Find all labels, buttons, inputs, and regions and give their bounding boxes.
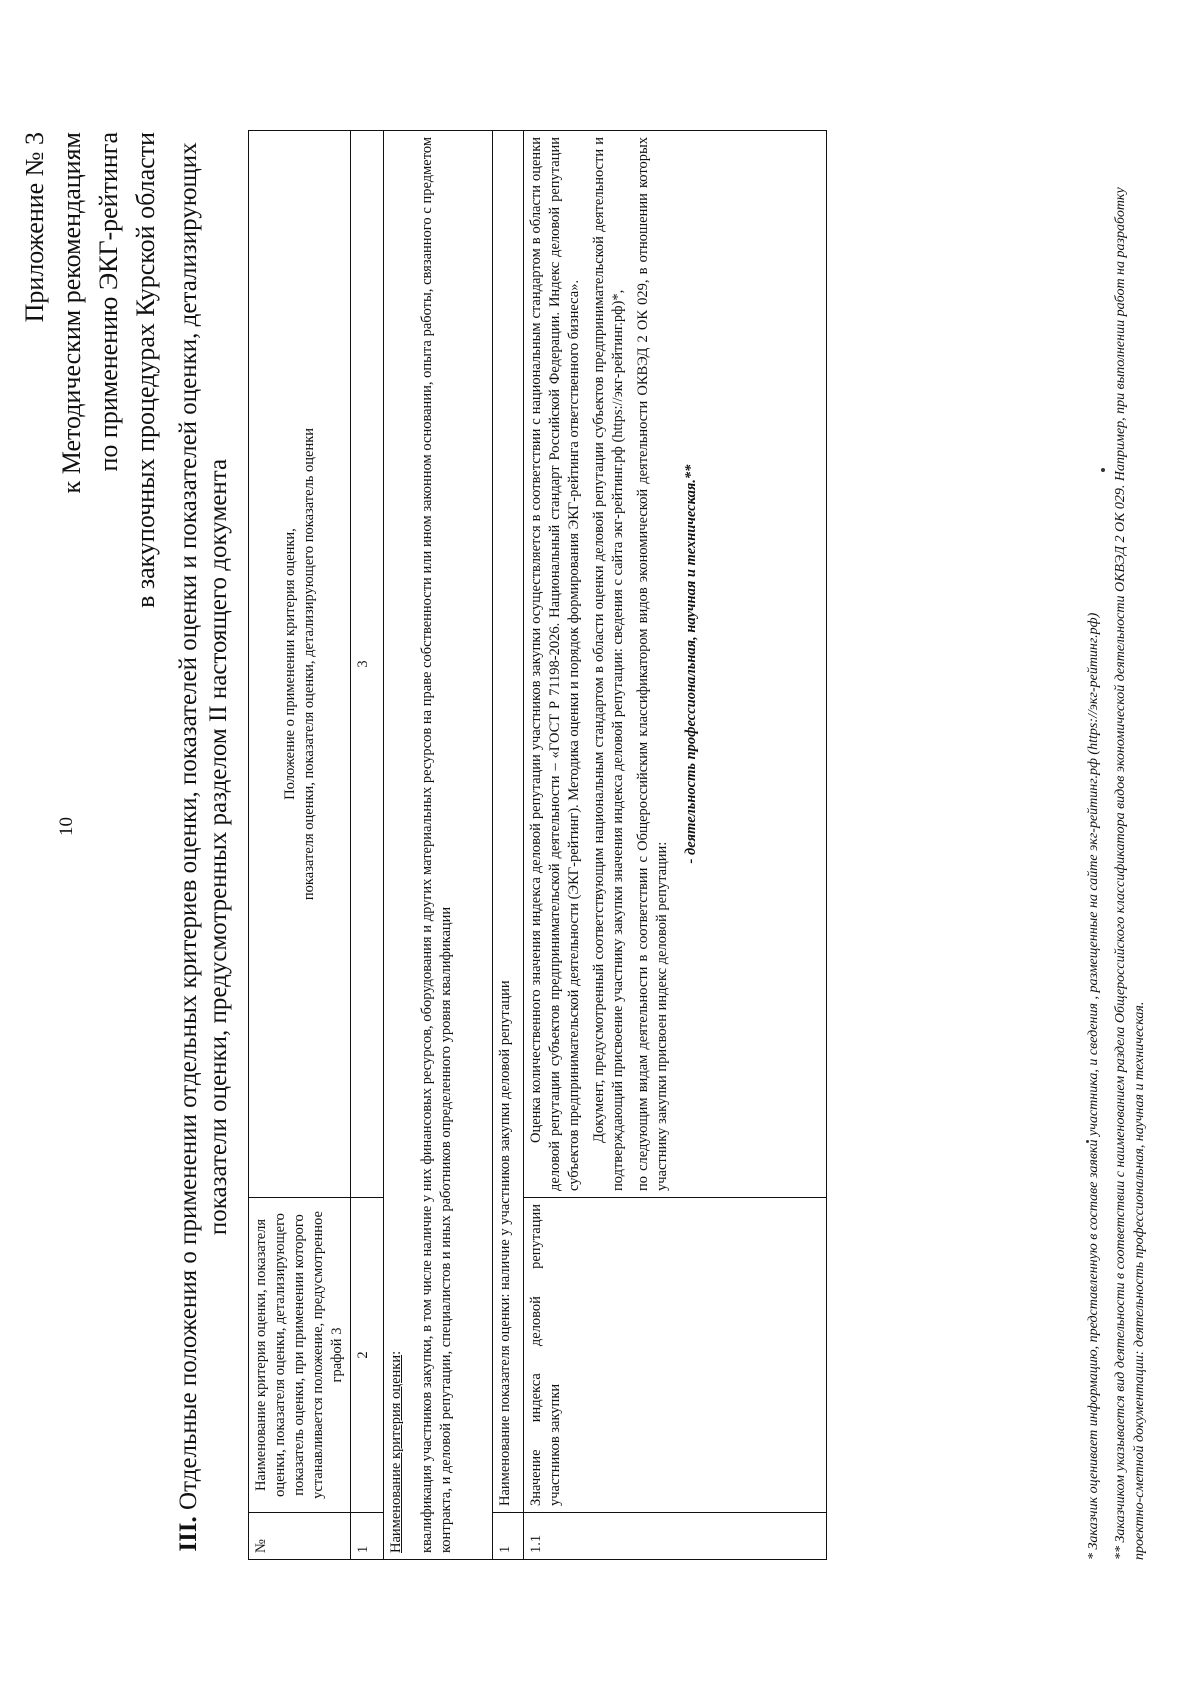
row-paragraph-2: Документ, предусмотренный соответствующим национальным стандартом в области оценки деловой репутации субъектов предпринимательской деятельности и подтверждающий присвоение участнику закупки значения индекса деловой репутации: сведения с сайта экг-рейтинг.рф (https://экг-рейтинг.рф)*, (591, 137, 626, 1191)
col-number-1: 1 (351, 1513, 384, 1560)
col-number-3: 3 (351, 131, 384, 1198)
row-paragraph-1: Оценка количественного значения индекса деловой репутации участников закупки осуществляется в соответствии с национальным стандартом в области оценки деловой репутации субъектов предпринимательской деятельности – «ГОСТ Р 71198-2026. Национальный стандарт Российской Федерации. Индекс деловой репутации субъектов предпринимательской деятельности (ЭКГ-рейтинг). Методика оценки и порядок формирования ЭКГ-рейтинга ответственного бизнеса». (528, 137, 582, 1191)
table-header-row (249, 131, 351, 1560)
header-position (249, 131, 351, 1198)
column-number-row (351, 131, 384, 1560)
criterion-row (384, 131, 493, 1560)
appendix-header (16, 132, 164, 832)
page-number: 10 (56, 817, 77, 836)
section-title-text: Отдельные положения о применении отдельных критериев оценки, показателей оценки и показателей оценки, детализирующих показатели оценки, предусмотренных разделом II настоящего документа (175, 142, 232, 1517)
footnote-1: * Заказчик оценивает информацию, представленную в составе заявки участника, и сведения , размещенные на сайте экг-рейтинг.рф (https://экг-рейтинг.рф) (1086, 612, 1101, 1560)
header-position-line-1: Положение о применении критерия оценки, (281, 528, 298, 800)
footnote-2: ** Заказчиком указывается вид деятельности в соответствии с наименованием раздела Общероссийского классификатора видов экономической деятельности ОКВЭД 2 ОК 029. Например, при выполнении работ на разработку проектно-сметной документации: деятельность профессиональная, научная и техническая. (1113, 187, 1147, 1560)
row-indicator-name: Значение индекса деловой репутации участников закупки (524, 1198, 827, 1513)
col-number-2: 2 (351, 1198, 384, 1513)
criterion-cell (384, 131, 493, 1560)
row-paragraph-4: - деятельность профессиональная, научная и техническая.** (683, 464, 699, 864)
criterion-colon: : (388, 1350, 404, 1355)
row-number: 1.1 (524, 1513, 827, 1560)
footnotes (1084, 130, 1157, 1560)
indicator-number: 1 (493, 1513, 524, 1560)
section-roman-numeral: III. (175, 1516, 202, 1552)
criterion-label: Наименование критерия оценки (388, 1354, 404, 1553)
table-row (524, 131, 827, 1560)
appendix-line-2: к Методическим рекомендациям (57, 132, 86, 494)
header-name: Наименование критерия оценки, показателя оценки, показателя оценки, детализирующего показатель оценки, при применении которого устанавливается положение, предусмотренное графой 3 (249, 1198, 351, 1513)
appendix-line-4: в закупочных процедурах Курской области (131, 132, 160, 608)
criteria-table (248, 130, 827, 1560)
indicator-text: Наименование показателя оценки: наличие у участников закупки деловой репутации (493, 131, 524, 1513)
row-paragraph-3: по следующим видам деятельности в соответствии с Общероссийским классификатором видов экономической деятельности ОКВЭД 2 ОК 029, в отношении которых участнику закупки присвоен индекс деловой репутации: (635, 137, 670, 1191)
criterion-text: квалификация участников закупки, в том числе наличие у них финансовых ресурсов, оборудования и других материальных ресурсов на праве собственности или ином законном основании, опыта работы, связанного с предметом контракта, и деловой репутации, специалистов и иных работников определенного уровня квалификации (419, 137, 454, 1553)
row-position-text (524, 131, 827, 1198)
section-title (174, 132, 234, 1562)
rotated-page-content (16, 36, 1156, 1656)
appendix-line-1: Приложение № 3 (20, 132, 49, 323)
header-position-line-2: показателя оценки, показателя оценки, детализирующего показатель оценки (300, 427, 317, 901)
appendix-line-3: по применению ЭКГ-рейтинга (94, 132, 123, 472)
header-no: № (249, 1513, 351, 1560)
indicator-row (493, 131, 524, 1560)
